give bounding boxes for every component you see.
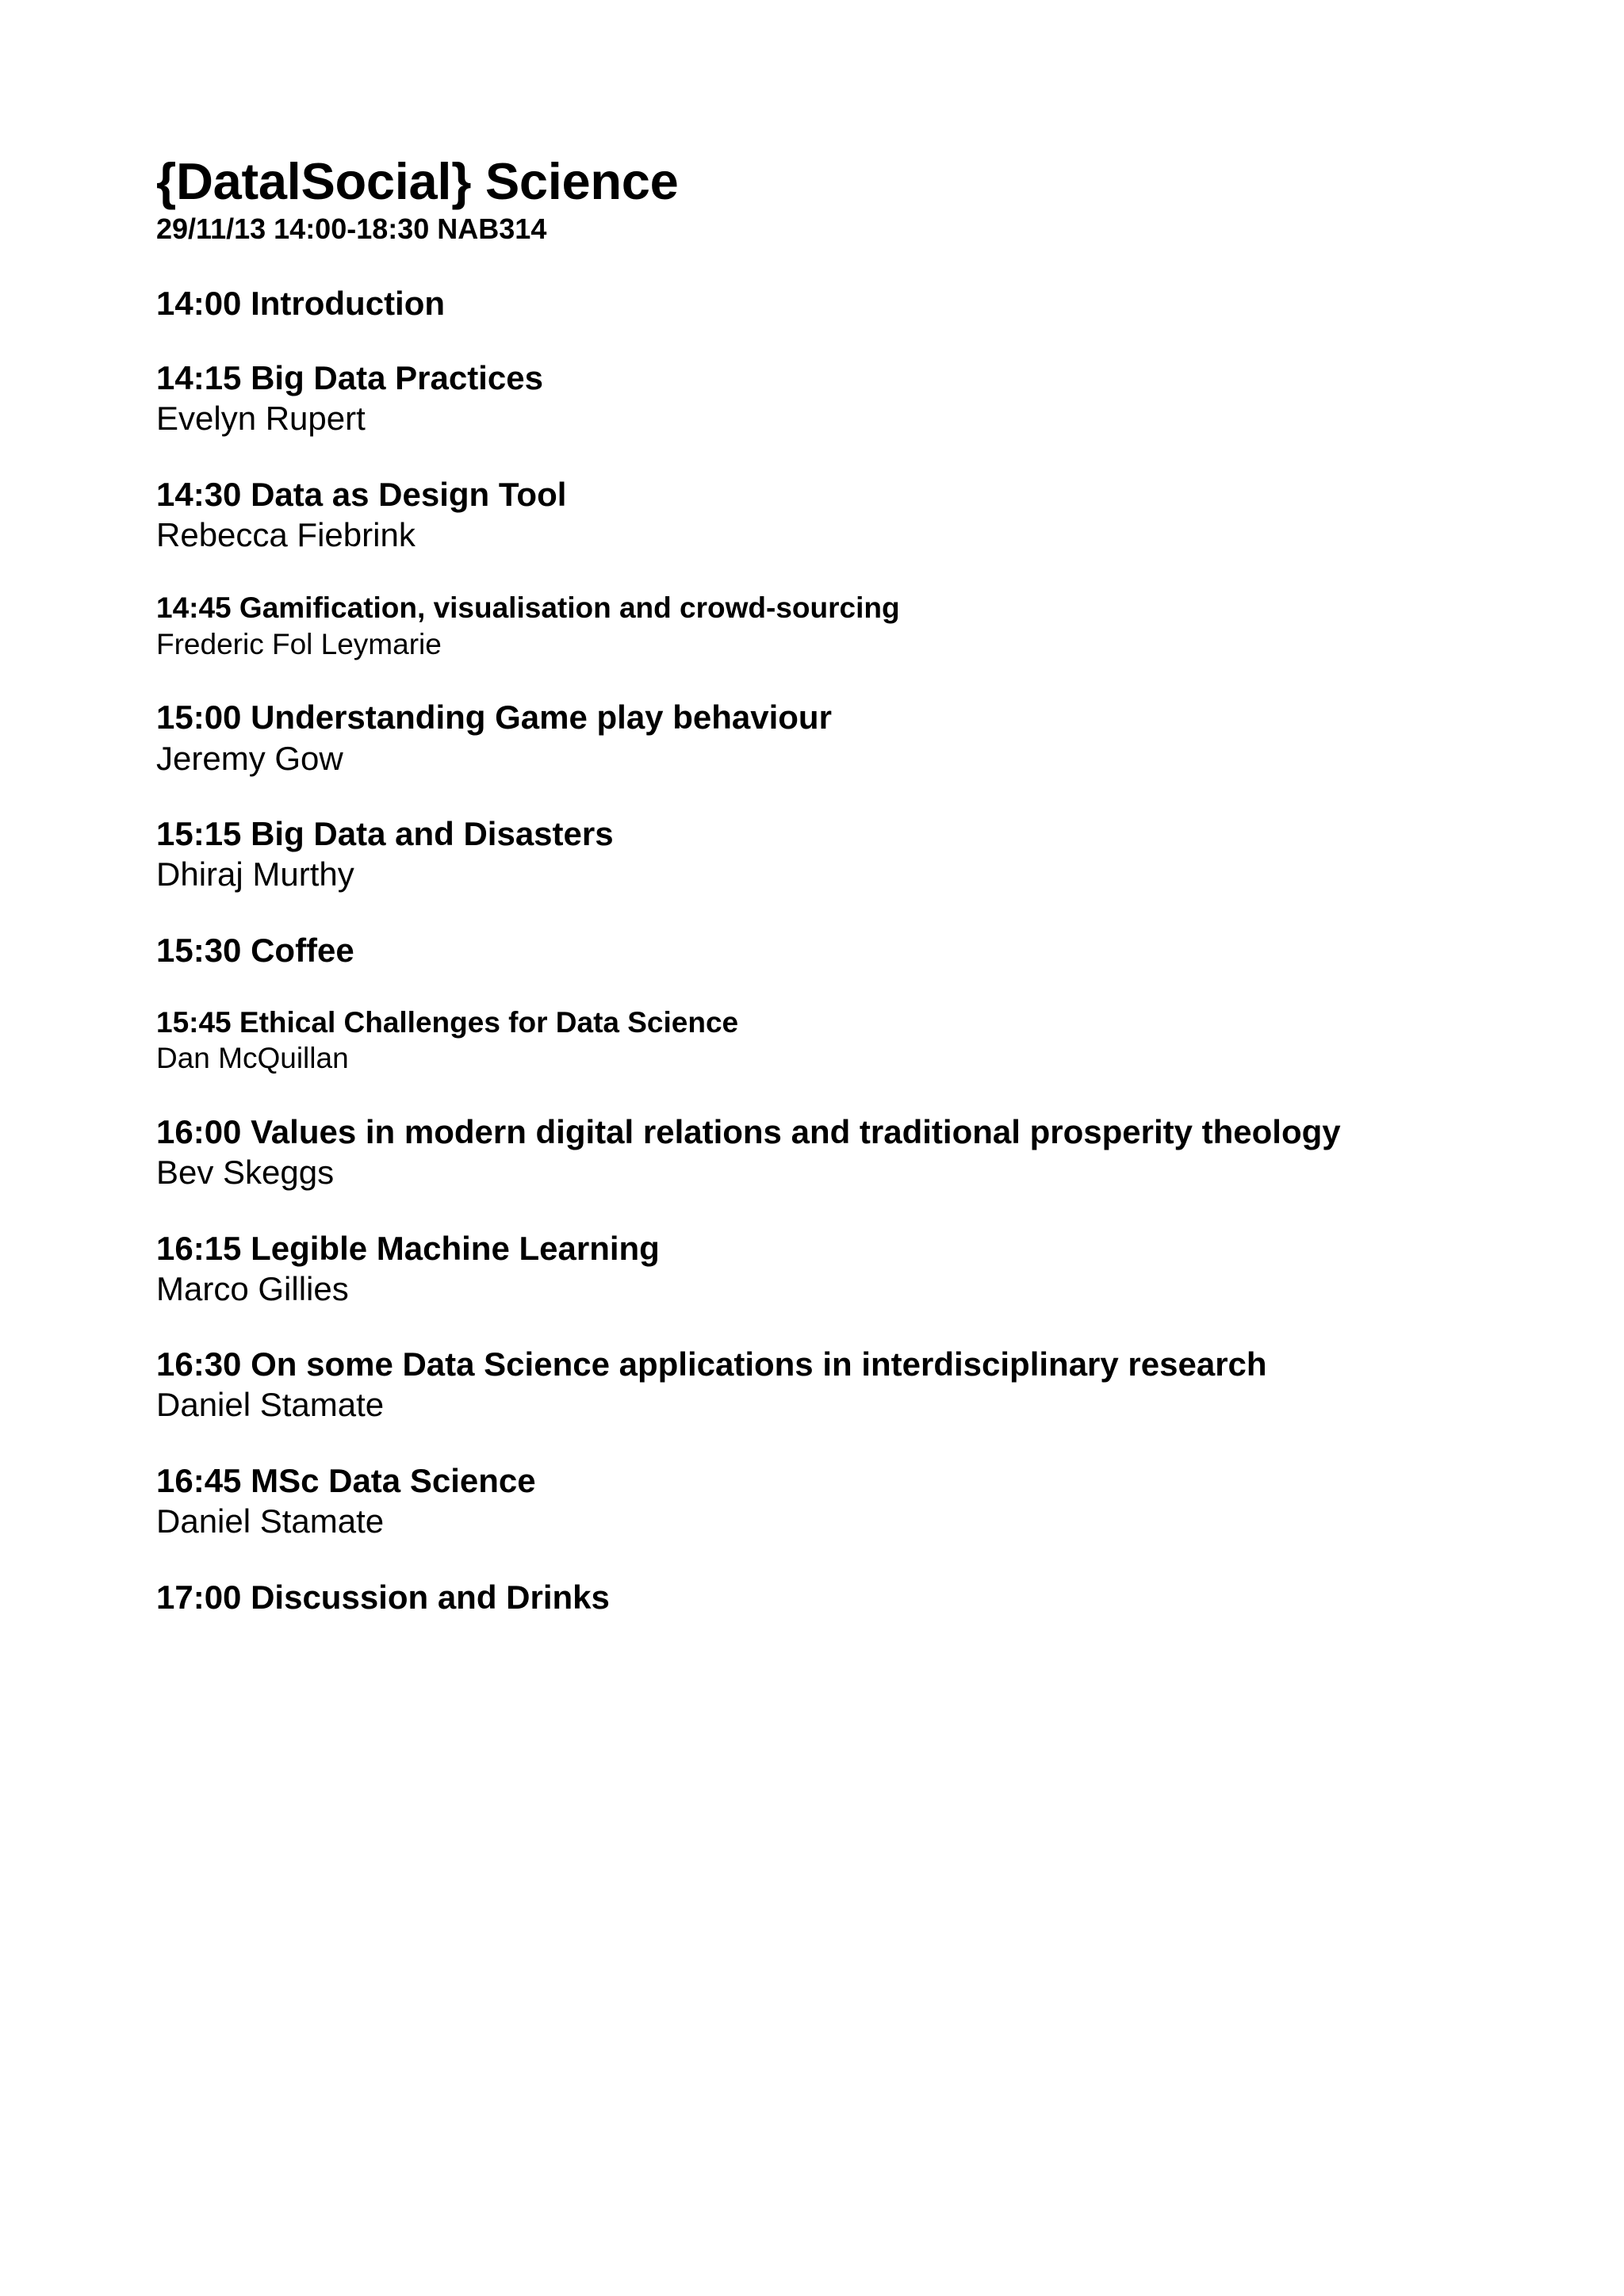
session-speaker: Rebecca Fiebrink [156, 515, 416, 553]
agenda-item [156, 1462, 1504, 1542]
session-speaker: Evelyn Rupert [156, 400, 366, 438]
agenda-item [156, 1113, 1504, 1193]
session-title: 16:30 On some Data Science applications in interdisciplinary research [156, 1345, 1267, 1383]
page-title: {DatalSocial} Science [156, 152, 679, 210]
session-title: 15:45 Ethical Challenges for Data Science [156, 1005, 739, 1039]
session-title: 15:15 Big Data and Disasters [156, 814, 614, 852]
session-speaker: Dan McQuillan [156, 1042, 349, 1075]
session-title: 16:45 MSc Data Science [156, 1461, 536, 1499]
agenda-list [156, 285, 1504, 1617]
session-speaker: Daniel Stamate [156, 1386, 385, 1424]
document-page [156, 152, 1504, 1653]
session-title: 17:00 Discussion and Drinks [156, 1578, 610, 1616]
agenda-item [156, 359, 1504, 439]
session-speaker: Daniel Stamate [156, 1502, 385, 1540]
session-title: 16:00 Values in modern digital relations and traditional prosperity theology [156, 1112, 1341, 1150]
agenda-item [156, 591, 1504, 662]
agenda-item [156, 1578, 1504, 1617]
session-title: 14:15 Big Data Practices [156, 358, 543, 396]
session-title: 14:30 Data as Design Tool [156, 475, 567, 513]
session-speaker: Bev Skeggs [156, 1154, 335, 1192]
agenda-item [156, 1345, 1504, 1425]
session-speaker: Frederic Fol Leymarie [156, 627, 442, 660]
agenda-item [156, 1230, 1504, 1310]
agenda-item [156, 815, 1504, 895]
session-title: 14:45 Gamification, visualisation and crowd-sourcing [156, 591, 900, 625]
agenda-item [156, 1006, 1504, 1077]
session-speaker: Marco Gillies [156, 1269, 349, 1307]
session-speaker: Jeremy Gow [156, 739, 343, 777]
session-title: 16:15 Legible Machine Learning [156, 1229, 660, 1267]
session-speaker: Dhiraj Murthy [156, 855, 354, 894]
agenda-item [156, 285, 1504, 323]
agenda-item [156, 698, 1504, 779]
agenda-item [156, 476, 1504, 556]
session-title: 15:00 Understanding Game play behaviour [156, 698, 832, 737]
session-title: 15:30 Coffee [156, 931, 354, 969]
event-date-location: 29/11/13 14:00-18:30 NAB314 [156, 212, 547, 245]
agenda-item [156, 932, 1504, 970]
session-title: 14:00 Introduction [156, 284, 446, 322]
